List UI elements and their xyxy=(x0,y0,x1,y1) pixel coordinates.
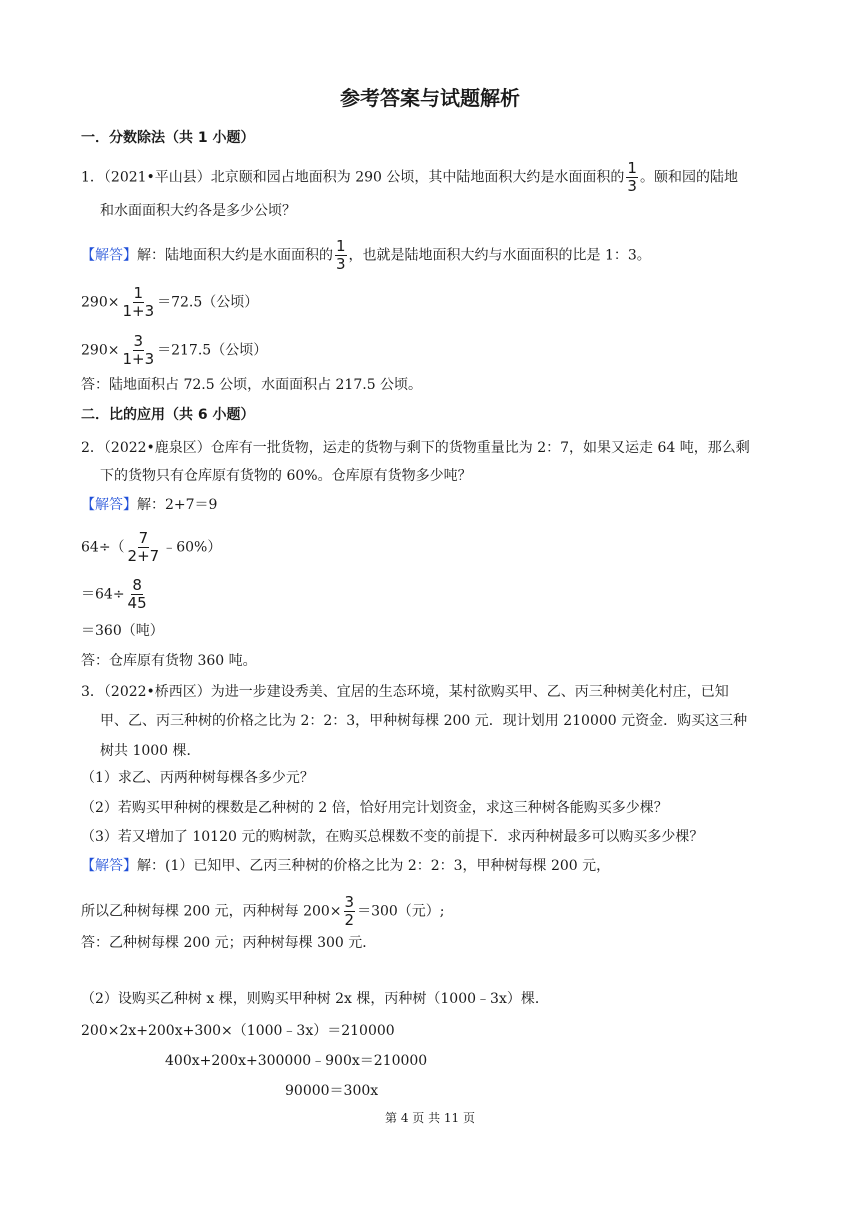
q2-calc3: ＝360（吨） xyxy=(81,623,164,639)
q3-stem-line3: 树共 1000 棵． xyxy=(100,743,201,759)
q1-calc2: 290× $\frac{3}{1+3}$ ＝217.5（公顷） xyxy=(81,332,268,368)
q3-stem-line1: 3．（2022•桥西区）为进一步建设秀美、宜居的生态环境，某村欲购买甲、乙、丙三种树美化村庄，已知 xyxy=(81,684,729,700)
q3-sub3: （3）若又增加了 10120 元的购树款，在购买总棵数不变的前提下．求丙种树最多可以购买多少棵？ xyxy=(81,829,704,845)
q3-answer-line3: 答：乙种树每棵 200 元；丙种树每棵 300 元． xyxy=(81,935,377,951)
answer-tag: 【解答】 xyxy=(81,247,137,264)
page-footer: 第 4 页 共 11 页 xyxy=(385,1111,475,1125)
q1-text-a: 1．（2021•平山县）北京颐和园占地面积为 290 公顷，其中陆地面积大约是水面面积的 xyxy=(81,169,625,186)
q1-stem-line1 xyxy=(81,160,738,195)
q3-equation2: 400x+200x+300000﹣900x＝210000 xyxy=(165,1053,428,1069)
q2-calc2: ＝64÷ $\frac{8}{45}$ xyxy=(81,576,147,612)
q1-stem-line2: 和水面面积大约各是多少公顷？ xyxy=(100,203,296,219)
q1-reply: 答：陆地面积占 72.5 公顷，水面面积占 217.5 公顷。 xyxy=(81,377,423,393)
q3-sub2: （2）若购买甲种树的棵数是乙种树的 2 倍，恰好用完计划资金，求这三种树各能购买多少棵？ xyxy=(81,800,668,816)
q3-equation3: 90000＝300x xyxy=(285,1083,379,1099)
q1-calc1-fraction: $\frac{1}{1+3}$ xyxy=(122,284,155,320)
q2-stem-line1: 2．（2022•鹿泉区）仓库有一批货物，运走的货物与剩下的货物重量比为 2：7，如果又运走 64 吨，那么剩 xyxy=(81,440,750,456)
q3-answer-line1: 【解答】解：(1）已知甲、乙丙三种树的价格之比为 2：2：3，甲种树每棵 200 元， xyxy=(81,858,611,874)
q1-answer-line1: 【解答】解：陆地面积大约是水面面积的 $\frac{1}{3}$ ，也就是陆地面积大约与水面面积的比是 1：3。 xyxy=(81,237,651,273)
q3-answer-fraction: $\frac{3}{2}$ xyxy=(344,893,355,929)
q2-stem-line2: 下的货物只有仓库原有货物的 60%。仓库原有货物多少吨？ xyxy=(100,468,472,484)
q2-calc2-fraction: $\frac{8}{45}$ xyxy=(127,576,147,612)
q1-text-b: 。颐和园的陆地 xyxy=(639,169,738,186)
q1-fraction: $\frac{1}{3}$ xyxy=(627,159,637,195)
q1-answer-fraction: $\frac{1}{3}$ xyxy=(336,237,346,273)
q1-calc1: 290× $\frac{1}{1+3}$ ＝72.5（公顷） xyxy=(81,284,259,320)
section-heading-ratio-application: 二．比的应用（共 6 小题） xyxy=(81,407,255,423)
q2-calc1: 64÷（ $\frac{7}{2+7}$ ﹣60%） xyxy=(81,529,222,565)
section-heading-fraction-division: 一．分数除法（共 1 小题） xyxy=(81,130,255,146)
q3-equation1: 200×2x+200x+300×（1000﹣3x）＝210000 xyxy=(81,1023,395,1039)
q3-answer-line4: （2）设购买乙种树 x 棵，则购买甲种树 2x 棵，丙种树（1000﹣3x）棵． xyxy=(81,991,549,1007)
page-title: 参考答案与试题解析 xyxy=(340,86,520,110)
q3-sub1: （1）求乙、丙两种树每棵各多少元？ xyxy=(81,770,314,786)
q2-reply: 答：仓库原有货物 360 吨。 xyxy=(81,653,257,669)
q3-stem-line2: 甲、乙、丙三种树的价格之比为 2：2：3，甲种树每棵 200 元．现计划用 210000 元资金．购买这三种 xyxy=(100,713,748,729)
answer-tag: 【解答】 xyxy=(81,858,137,874)
q2-answer-line1: 【解答】解：2+7＝9 xyxy=(81,497,218,513)
answer-tag: 【解答】 xyxy=(81,497,137,513)
q3-answer-line2: 所以乙种树每棵 200 元，丙种树每 200× $\frac{3}{2}$ ＝300（元）; xyxy=(81,893,445,929)
q2-calc1-fraction: $\frac{7}{2+7}$ xyxy=(127,529,160,565)
q1-calc2-fraction: $\frac{3}{1+3}$ xyxy=(122,332,155,368)
